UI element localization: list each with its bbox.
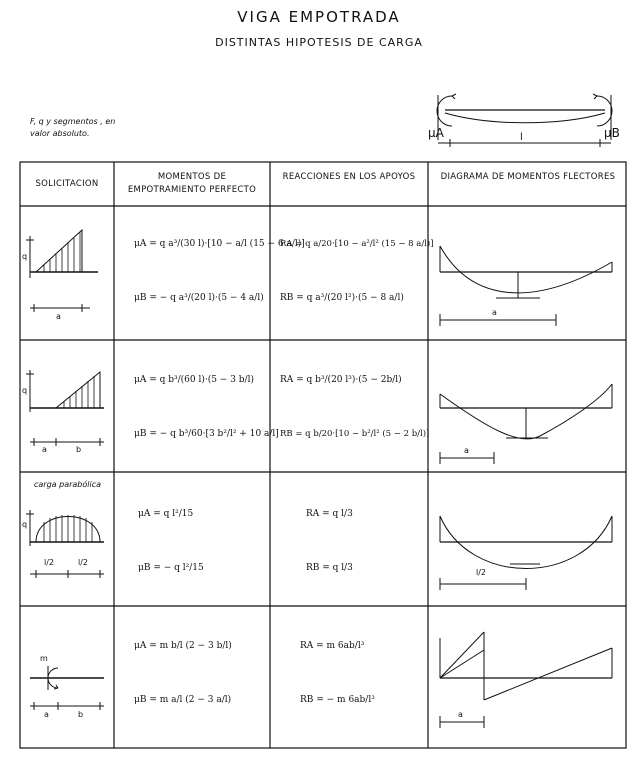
row1-moment-diagram — [440, 246, 612, 326]
row3-q-label: q — [22, 520, 28, 529]
page-subtitle: DISTINTAS HIPOTESIS DE CARGA — [215, 36, 423, 49]
row2-muB-formula: μB = − q b³/60·[3 b²/l² + 10 a/l] — [134, 429, 279, 439]
row4-b-label: b — [78, 710, 84, 719]
row4-load-sketch — [30, 666, 104, 710]
row1-muB-formula: μB = − q a³/(20 l)·(5 − 4 a/l) — [134, 293, 264, 303]
row4-muB-formula: μB = m a/l (2 − 3 a/l) — [134, 695, 232, 705]
row1-load-arrows — [44, 232, 80, 272]
beam-key-muB: μB — [604, 126, 620, 140]
row1-load-sketch — [26, 230, 98, 312]
header-solicitacion: SOLICITACION — [35, 179, 99, 189]
row2-diag-a-label: a — [464, 446, 469, 455]
units-note-line1: F, q y segmentos , en — [30, 117, 116, 126]
row4-RB-formula: RB = − m 6ab/l³ — [300, 695, 375, 705]
row2-RA-formula: RA = q b³/(20 l³)·(5 − 2b/l) — [280, 375, 402, 385]
units-note-line2: valor absoluto. — [30, 129, 90, 138]
beam-key-sketch — [437, 94, 612, 147]
row1-RB-formula: RB = q a³/(20 l²)·(5 − 8 a/l) — [280, 293, 404, 303]
page-title: VIGA EMPOTRADA — [237, 8, 401, 26]
header-momentos: MOMENTOS DE EMPOTRAMIENTO PERFECTO — [127, 172, 257, 195]
row1-RA-formula: RA = q a/20·[10 − a²/l² (15 − 8 a/l)] — [280, 239, 434, 249]
row4-muA-formula: μA = m b/l (2 − 3 b/l) — [134, 641, 232, 651]
row3-half-span-right: l/2 — [78, 558, 89, 567]
row2-load-sketch — [26, 370, 104, 446]
row1-muA-formula: μA = q a³/(30 l)·[10 − a/l (15 − 6 a/l)] — [134, 239, 305, 249]
row4-RA-formula: RA = m 6ab/l³ — [300, 641, 365, 651]
row4-moment-diagram — [440, 632, 612, 728]
row3-muA-formula: μA = q l²/15 — [138, 509, 194, 519]
header-reacciones: REACCIONES EN LOS APOYOS — [282, 172, 416, 182]
row3-RA-formula: RA = q l/3 — [306, 509, 353, 519]
row3-RB-formula: RB = q l/3 — [306, 563, 353, 573]
row3-half-span-left: l/2 — [44, 558, 55, 567]
row3-diag-half-label: l/2 — [476, 568, 487, 577]
row3-muB-formula: μB = − q l²/15 — [138, 563, 204, 573]
row4-a-label: a — [44, 710, 49, 719]
row1-diag-a-label: a — [492, 308, 497, 317]
row2-b-label: b — [76, 445, 82, 454]
row2-q-label: q — [22, 386, 28, 395]
header-diagrama: DIAGRAMA DE MOMENTOS FLECTORES — [440, 172, 616, 182]
row3-caption: carga parabólica — [34, 480, 102, 489]
beam-key-length: l — [520, 132, 523, 143]
row4-diag-a-label: a — [458, 710, 463, 719]
row3-load-sketch — [26, 510, 104, 578]
row3-moment-diagram — [440, 516, 612, 590]
row1-q-label: q — [22, 252, 28, 261]
row2-a-label: a — [42, 445, 47, 454]
row4-m-label: m — [40, 654, 48, 663]
row2-RB-formula: RB = q b/20·[10 − b²/l² (5 − 2 b/l)] — [280, 429, 430, 439]
row2-muA-formula: μA = q b³/(60 l)·(5 − 3 b/l) — [134, 375, 254, 385]
row1-a-label: a — [56, 312, 61, 321]
beam-key-muA: μA — [428, 126, 444, 140]
